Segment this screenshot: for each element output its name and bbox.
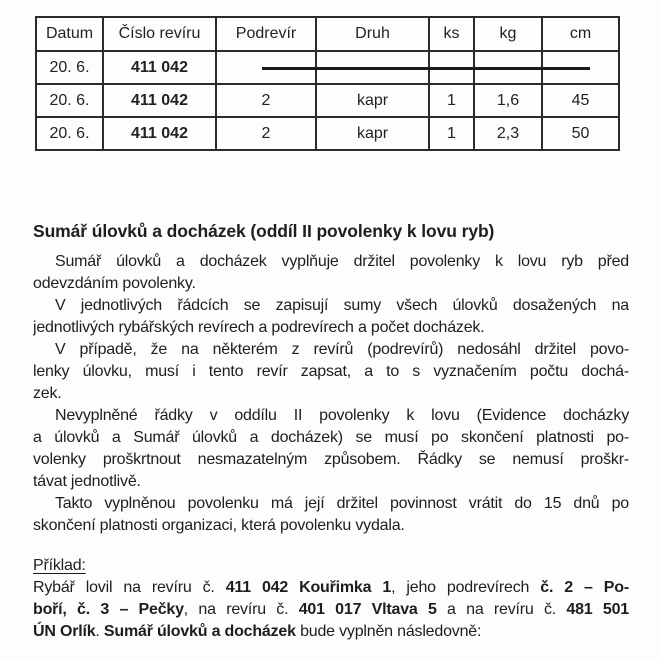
cell-cislo-reviru: 411 042 <box>103 117 216 150</box>
cell-druh: kapr <box>316 84 429 117</box>
cell-ks: 1 <box>429 84 474 117</box>
catch-table <box>35 16 620 151</box>
example-text-bold: ÚN Orlík <box>33 623 96 640</box>
col-header-kg: kg <box>474 17 542 51</box>
col-header-datum: Datum <box>36 17 103 51</box>
col-header-cm: cm <box>542 17 619 51</box>
paragraph-line: jednotlivých rybářských revírech a podrevírech a počet docházek. <box>33 319 485 336</box>
paragraph-line: odevzdáním povolenky. <box>33 275 196 292</box>
catch-table-wrap <box>35 16 618 151</box>
cell-ks: 1 <box>429 117 474 150</box>
col-header-druh: Druh <box>316 17 429 51</box>
example-line <box>33 621 629 643</box>
example-text-bold: 481 501 <box>566 601 629 618</box>
cell-cm: 45 <box>542 84 619 117</box>
paragraph-line: V jednotlivých řádcích se zapisují sumy všech úlovků dosažených na <box>55 297 629 314</box>
example-text: . <box>95 623 104 640</box>
col-header-ks: ks <box>429 17 474 51</box>
paragraph-line: lenky úlovku, musí i tento revír zapsat, a to s vyznačením počtu dochá- <box>33 363 629 380</box>
example-text-bold: 401 017 Vltava 5 <box>298 601 437 618</box>
example-text-bold: 411 042 Kouřimka 1 <box>225 579 392 596</box>
paragraph-line: V případě, že na některém z revírů (podrevírů) nedosáhl držitel povo- <box>55 341 629 358</box>
strikethrough-line <box>262 67 590 70</box>
example-text-bold: Sumář úlovků a docházek <box>103 623 296 640</box>
example-text-bold: č. 2 – Po- <box>540 579 629 596</box>
paragraph-line: skončení platnosti organizaci, která povolenku vydala. <box>33 517 405 534</box>
example-line <box>33 577 629 599</box>
paragraph-line: volenky proškrtnout nesmazatelným způsobem. Řádky se nemusí proškr- <box>33 451 629 468</box>
example-text: bude vyplněn následovně: <box>295 623 482 640</box>
example-label: Příklad: <box>33 557 86 574</box>
cell-datum: 20. 6. <box>36 84 103 117</box>
example-text: , na revíru č. <box>183 601 299 618</box>
paragraph-line: Nevyplněné řádky v oddílu II povolenky k lovu (Evidence docházky <box>55 407 629 424</box>
paragraph-line: távat jednotlivě. <box>33 473 141 490</box>
body-text <box>33 251 629 537</box>
paragraph-line: Takto vyplněnou povolenku má její držitel povinnost vrátit do 15 dnů po <box>55 495 629 512</box>
section-heading: Sumář úlovků a docházek (oddíl II povolenky k lovu ryb) <box>33 221 495 241</box>
example-label-line <box>33 555 629 577</box>
example-line <box>33 599 629 621</box>
example-text: , jeho podrevírech <box>391 579 541 596</box>
paragraph-line: Sumář úlovků a docházek vyplňuje držitel povolenky k lovu ryb před <box>55 253 629 270</box>
cell-kg: 1,6 <box>474 84 542 117</box>
cell-cislo-reviru: 411 042 <box>103 51 216 84</box>
example-block <box>33 555 629 643</box>
paragraph-line: zek. <box>33 385 62 402</box>
table-row <box>36 117 619 150</box>
cell-cm: 50 <box>542 117 619 150</box>
cell-kg: 2,3 <box>474 117 542 150</box>
cell-datum: 20. 6. <box>36 117 103 150</box>
table-row <box>36 84 619 117</box>
cell-cislo-reviru: 411 042 <box>103 84 216 117</box>
cell-podrevir: 2 <box>216 84 316 117</box>
paragraph-line: a úlovků a Sumář úlovků a docházek) se musí po skončení platnosti po- <box>33 429 629 446</box>
cell-podrevir: 2 <box>216 117 316 150</box>
table-header-row <box>36 17 619 51</box>
col-header-cislo-reviru: Číslo revíru <box>103 17 216 51</box>
example-text-bold: boří, č. 3 – Pečky <box>33 601 184 618</box>
col-header-podrevir: Podrevír <box>216 17 316 51</box>
example-text: Rybář lovil na revíru č. <box>33 579 226 596</box>
example-text: a na revíru č. <box>436 601 567 618</box>
cell-datum: 20. 6. <box>36 51 103 84</box>
cell-druh: kapr <box>316 117 429 150</box>
